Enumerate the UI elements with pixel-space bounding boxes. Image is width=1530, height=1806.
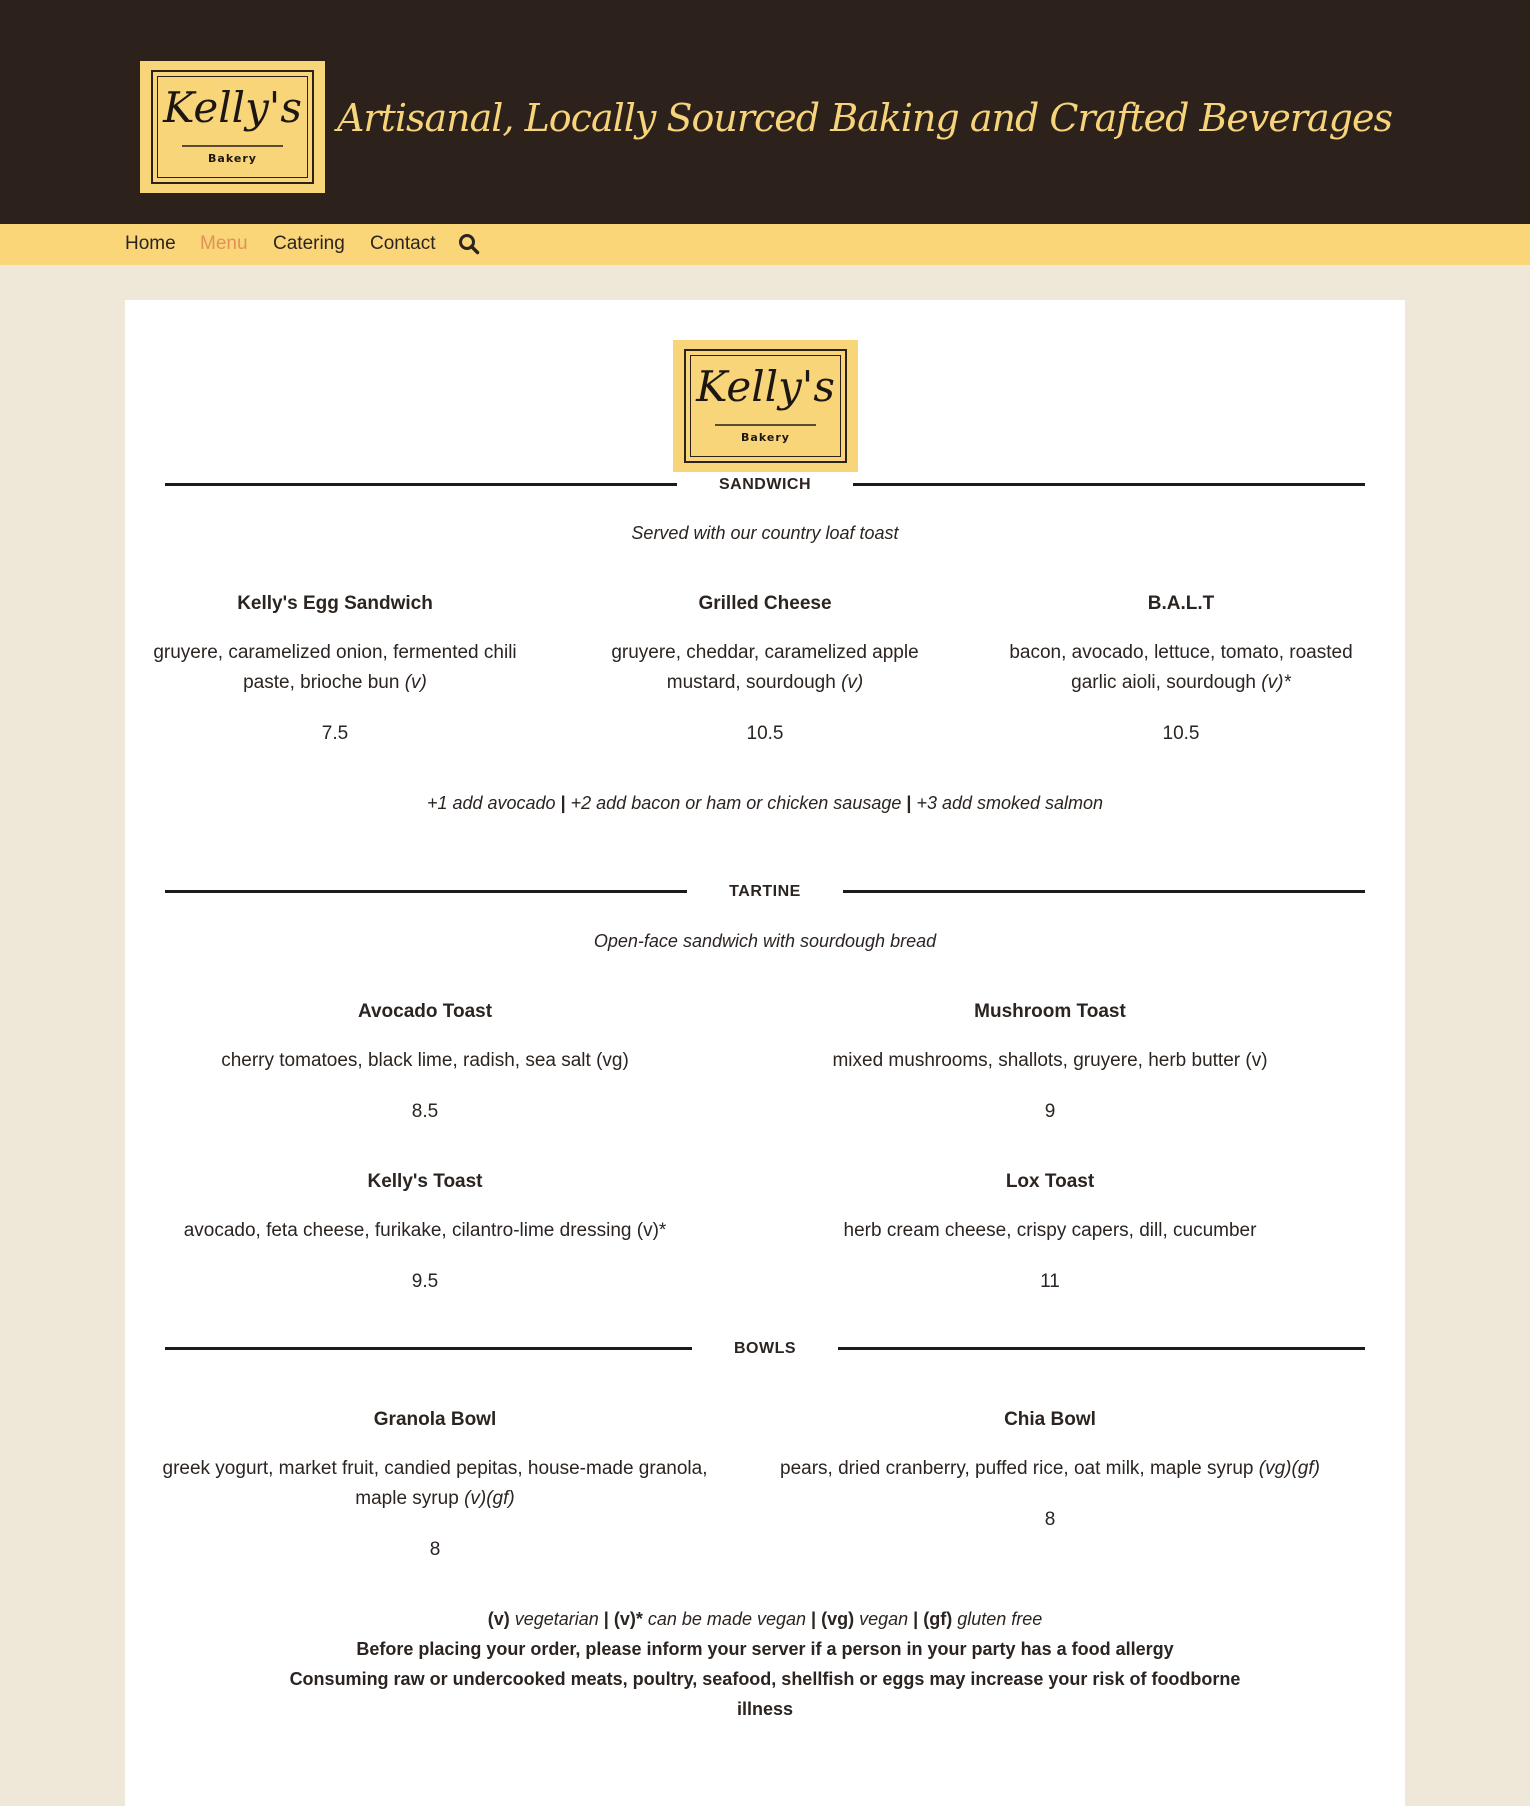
item-price: 10.5 — [1162, 723, 1200, 744]
item-description: pears, dried cranberry, puffed rice, oat milk, maple syrup (vg)(gf) — [780, 1458, 1320, 1479]
item-description: cherry tomatoes, black lime, radish, sea salt (vg) — [221, 1050, 629, 1071]
item-description: mixed mushrooms, shallots, gruyere, herb butter (v) — [832, 1050, 1268, 1071]
menu-footnotes — [275, 1604, 1255, 1724]
section-subtitle-sandwich: Served with our country loaf toast — [631, 523, 899, 543]
item-price: 9.5 — [411, 1271, 439, 1292]
item-name: Grilled Cheese — [698, 593, 832, 614]
item-description: bacon, avocado, lettuce, tomato, roasted garlic aioli, sourdough (v)* — [1009, 642, 1353, 693]
item-name: Granola Bowl — [373, 1409, 497, 1430]
item-name: B.A.L.T — [1147, 593, 1215, 614]
item-price: 8 — [429, 1539, 441, 1560]
site-header — [0, 0, 1530, 224]
section-divider-left — [165, 1347, 692, 1350]
raw-food-warning: Consuming raw or undercooked meats, poultry, seafood, shellfish or eggs may increase your risk of foodborne illness — [289, 1669, 1241, 1719]
nav-home[interactable]: Home — [125, 233, 176, 254]
item-description: gruyere, caramelized onion, fermented chili paste, brioche bun (v) — [153, 642, 517, 693]
section-divider-left — [165, 890, 687, 893]
item-price: 10.5 — [746, 723, 784, 744]
logo-subtitle: Bakery — [208, 152, 257, 165]
header-logo[interactable] — [140, 61, 325, 193]
nav-menu[interactable]: Menu — [200, 233, 248, 254]
menu-logo — [673, 340, 858, 472]
item-price: 7.5 — [321, 723, 349, 744]
item-name: Kelly's Egg Sandwich — [237, 593, 433, 614]
site-tagline: Artisanal, Locally Sourced Baking and Crafted Beverages — [336, 96, 1392, 140]
menu-logo-subtitle: Bakery — [741, 431, 790, 444]
nav-contact[interactable]: Contact — [370, 233, 436, 254]
main-nav — [0, 224, 1530, 265]
item-description: herb cream cheese, crispy capers, dill, cucumber — [843, 1220, 1257, 1241]
section-title-sandwich: SANDWICH — [719, 476, 811, 493]
menu-logo-script: Kelly's — [696, 362, 835, 411]
allergy-notice: Before placing your order, please inform your server if a person in your party has a food allergy — [356, 1639, 1174, 1659]
item-description: avocado, feta cheese, furikake, cilantro-lime dressing (v)* — [183, 1220, 667, 1241]
item-price: 9 — [1044, 1101, 1056, 1122]
dietary-legend: (v) vegetarian | (v)* can be made vegan | (vg) vegan | (gf) gluten free — [487, 1609, 1043, 1629]
item-description: greek yogurt, market fruit, candied pepitas, house-made granola, maple syrup (v)(gf) — [162, 1458, 708, 1509]
item-name: Mushroom Toast — [974, 1001, 1126, 1022]
item-description: gruyere, cheddar, caramelized apple mustard, sourdough (v) — [611, 642, 919, 693]
item-name: Kelly's Toast — [367, 1171, 483, 1192]
section-title-bowls: BOWLS — [733, 1340, 797, 1357]
item-name: Chia Bowl — [1004, 1409, 1096, 1430]
section-divider-right — [843, 890, 1365, 893]
item-name: Avocado Toast — [357, 1001, 493, 1022]
section-divider-right — [853, 483, 1365, 486]
search-icon[interactable] — [458, 233, 480, 255]
section-divider-right — [838, 1347, 1365, 1350]
item-price: 11 — [1040, 1271, 1060, 1292]
item-name: Lox Toast — [1005, 1171, 1095, 1192]
logo-script: Kelly's — [163, 83, 302, 132]
sandwich-addons: +1 add avocado | +2 add bacon or ham or chicken sausage | +3 add smoked salmon — [426, 793, 1104, 813]
section-title-tartine: TARTINE — [729, 883, 801, 900]
item-price: 8.5 — [411, 1101, 439, 1122]
item-price: 8 — [1044, 1509, 1056, 1530]
section-divider-left — [165, 483, 677, 486]
nav-catering[interactable]: Catering — [273, 233, 345, 254]
section-subtitle-tartine: Open-face sandwich with sourdough bread — [593, 931, 937, 951]
menu-card — [125, 300, 1405, 1806]
